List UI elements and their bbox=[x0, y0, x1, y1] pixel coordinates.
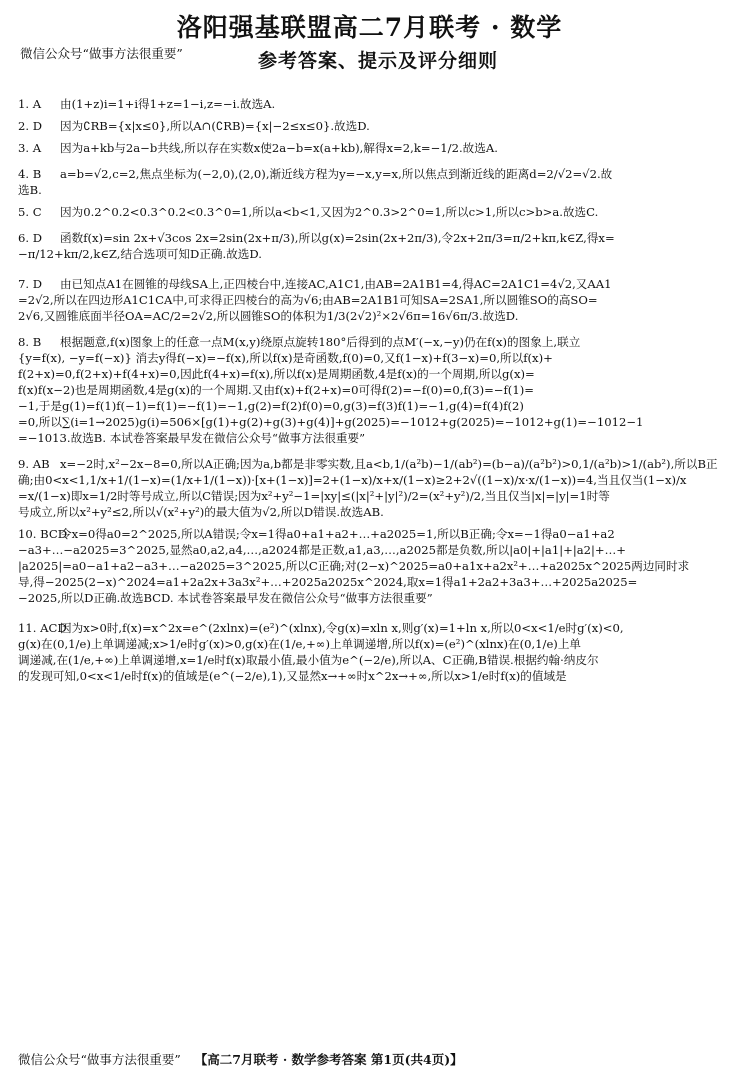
answer-number: 9. AB bbox=[18, 457, 50, 471]
page-subtitle: 参考答案、提示及评分细则 bbox=[258, 50, 499, 72]
answer-number: 6. D bbox=[18, 231, 43, 245]
answer-item bbox=[18, 96, 723, 112]
answer-explanation-continued: −1,于是g(1)=f(1)f(−1)=f(1)=−f(1)=−1,g(2)=f(2)f(0)=0,g(3)=f(3)f(1)=−1,g(4)=f(4)f(2) bbox=[18, 399, 524, 413]
answer-item bbox=[18, 620, 723, 684]
answer-item bbox=[18, 140, 723, 156]
answer-explanation-continued: =0,所以∑(i=1→2025)g(i)=506×[g(1)+g(2)+g(3)+g(4)]+g(2025)=−1012+g(2025)=−1012+g(1)=−1012−1 bbox=[18, 415, 644, 429]
answer-item bbox=[18, 204, 723, 220]
answer-explanation-continued: 2√6,又圆锥底面半径OA=AC/2=2√2,所以圆锥SO的体积为1/3(2√2)²×2√6π=16√6π/3.故选D. bbox=[18, 309, 519, 323]
answer-explanation: 根据题意,f(x)图象上的任意一点M(x,y)绕原点旋转180°后得到的点M′(−x,−y)仍在f(x)的图象上,联立 bbox=[60, 335, 581, 349]
answer-explanation-continued: −2025,所以D正确.故选BCD. 本试卷答案最早发在微信公众号“做事方法很重要” bbox=[18, 591, 433, 605]
answer-number: 8. B bbox=[18, 335, 42, 349]
answer-explanation-continued: =−1013.故选B. 本试卷答案最早发在微信公众号“做事方法很重要” bbox=[18, 431, 366, 445]
answer-explanation-continued: −π/12+kπ/2,k∈Z,结合选项可知D正确.故选D. bbox=[18, 247, 262, 261]
answer-explanation: 因为a+kb与2a−b共线,所以存在实数x使2a−b=x(a+kb),解得x=2,k=−1/2.故选A. bbox=[60, 141, 498, 155]
answer-explanation: 令x=0得a0=2^2025,所以A错误;令x=1得a0+a1+a2+…+a2025=1,所以B正确;令x=−1得a0−a1+a2 bbox=[60, 527, 615, 541]
answer-explanation-continued: =x/(1−x)即x=1/2时等号成立,所以C错误;因为x²+y²−1=|xy|≤(|x|²+|y|²)/2=(x²+y²)/2,当且仅当|x|=|y|=1时等 bbox=[18, 489, 610, 503]
answer-explanation-continued: f(2+x)=0,f(2+x)+f(4+x)=0,因此f(4+x)=f(x),所以f(x)是周期函数,4是f(x)的一个周期,所以g(x)= bbox=[18, 367, 535, 381]
answer-explanation: 由已知点A1在圆锥的母线SA上,正四棱台中,连接AC,A1C1,由AB=2A1B1=4,得AC=2A1C1=4√2,又AA1 bbox=[60, 277, 612, 291]
page-footer bbox=[18, 1050, 723, 1068]
answer-item bbox=[18, 456, 723, 520]
answer-number: 10. BCD bbox=[18, 527, 68, 541]
page-title: 洛阳强基联盟高二7月联考 · 数学 bbox=[176, 13, 563, 42]
answer-number: 5. C bbox=[18, 205, 42, 219]
answer-item bbox=[18, 166, 723, 198]
answer-explanation: 因为0.2^0.2<0.3^0.2<0.3^0=1,所以a<b<1,又因为2^0.3>2^0=1,所以c>1,所以c>b>a.故选C. bbox=[60, 205, 599, 219]
answer-explanation: 因为x>0时,f(x)=x^2x=e^(2xlnx)=(e²)^(xlnx),令g(x)=xln x,则g′(x)=1+ln x,所以0<x<1/e时g′(x)<0, bbox=[60, 621, 624, 635]
answer-explanation-continued: {y=f(x), −y=f(−x)} 消去y得f(−x)=−f(x),所以f(x)是奇函数,f(0)=0,又f(1−x)+f(3−x)=0,所以f(x)+ bbox=[18, 351, 553, 365]
answer-item bbox=[18, 276, 723, 324]
answer-explanation-continued: 的发现可知,0<x<1/e时f(x)的值域是(e^(−2/e),1),又显然x→+∞时x^2x→+∞,所以x>1/e时f(x)的值域是 bbox=[18, 669, 567, 683]
answer-explanation: 因为∁RB={x|x≤0},所以A∩(∁RB)={x|−2≤x≤0}.故选D. bbox=[60, 119, 370, 133]
answer-explanation-continued: 导,得−2025(2−x)^2024=a1+2a2x+3a3x²+…+2025a2025x^2024,取x=1得a1+2a2+3a3+…+2025a2025= bbox=[18, 575, 638, 589]
answer-item bbox=[18, 230, 723, 262]
answer-explanation: 函数f(x)=sin 2x+√3cos 2x=2sin(2x+π/3),所以g(x)=2sin(2x+2π/3),令2x+2π/3=π/2+kπ,k∈Z,得x= bbox=[60, 231, 615, 245]
answer-item bbox=[18, 118, 723, 134]
footer-wechat-label: 微信公众号“做事方法很重要” bbox=[18, 1052, 181, 1067]
answer-number: 4. B bbox=[18, 167, 42, 181]
answer-item bbox=[18, 526, 723, 606]
answer-explanation-continued: =2√2,所以在四边形A1C1CA中,可求得正四棱台的高为√6;由AB=2A1B1可知SA=2SA1,所以圆锥SO的高SO= bbox=[18, 293, 598, 307]
answer-number: 1. A bbox=[18, 97, 42, 111]
answer-explanation: a=b=√2,c=2,焦点坐标为(−2,0),(2,0),渐近线方程为y=−x,y=x,所以焦点到渐近线的距离d=2/√2=√2.故 bbox=[60, 167, 613, 181]
answer-number: 3. A bbox=[18, 141, 42, 155]
answer-number: 7. D bbox=[18, 277, 43, 291]
answer-list bbox=[18, 96, 723, 684]
answer-explanation: x=−2时,x²−2x−8=0,所以A正确;因为a,b都是非零实数,且a<b,1/(a²b)−1/(ab²)=(b−a)/(a²b²)>0,1/(a²b)>1/(ab²),所以B正 bbox=[60, 457, 718, 471]
answer-number: 11. ACD bbox=[18, 621, 67, 635]
footer-page-info: 【高二7月联考 · 数学参考答案 第1页(共4页)】 bbox=[194, 1052, 463, 1067]
answer-explanation-continued: 选B. bbox=[18, 183, 42, 197]
answer-explanation-continued: |a2025|=a0−a1+a2−a3+…−a2025=3^2025,所以C正确;对(2−x)^2025=a0+a1x+a2x²+…+a2025x^2025两边同时求 bbox=[18, 559, 690, 573]
answer-item bbox=[18, 334, 723, 446]
answer-explanation-continued: −a3+…−a2025=3^2025,显然a0,a2,a4,…,a2024都是正数,a1,a3,…,a2025都是负数,所以|a0|+|a1|+|a2|+…+ bbox=[18, 543, 626, 557]
answer-explanation-continued: f(x)f(x−2)也是周期函数,4是g(x)的一个周期.又由f(x)+f(2+x)=0可得f(2)=−f(0)=0,f(3)=−f(1)= bbox=[18, 383, 534, 397]
answer-explanation-continued: 调递减,在(1/e,+∞)上单调递增,x=1/e时f(x)取最小值,最小值为e^(−2/e),所以A、C正确,B错误.根据约翰·纳皮尔 bbox=[18, 653, 599, 667]
answer-explanation: 由(1+z)i=1+i得1+z=1−i,z=−i.故选A. bbox=[60, 97, 276, 111]
wechat-source-label: 微信公众号“做事方法很重要” bbox=[20, 46, 183, 61]
answer-explanation-continued: g(x)在(0,1/e)上单调递减;x>1/e时g′(x)>0,g(x)在(1/e,+∞)上单调递增,所以f(x)=(e²)^(xlnx)在(0,1/e)上单 bbox=[18, 637, 582, 651]
answer-number: 2. D bbox=[18, 119, 43, 133]
answer-explanation-continued: 确;由0<x<1,1/x+1/(1−x)=(1/x+1/(1−x))·[x+(1−x)]=2+(1−x)/x+x/(1−x)≥2+2√((1−x)/x·x/(1−x))=4,当且仅当(1−x)/x bbox=[18, 473, 687, 487]
answer-explanation-continued: 号成立,所以x²+y²≤2,所以√(x²+y²)的最大值为√2,所以D错误.故选AB. bbox=[18, 505, 384, 519]
